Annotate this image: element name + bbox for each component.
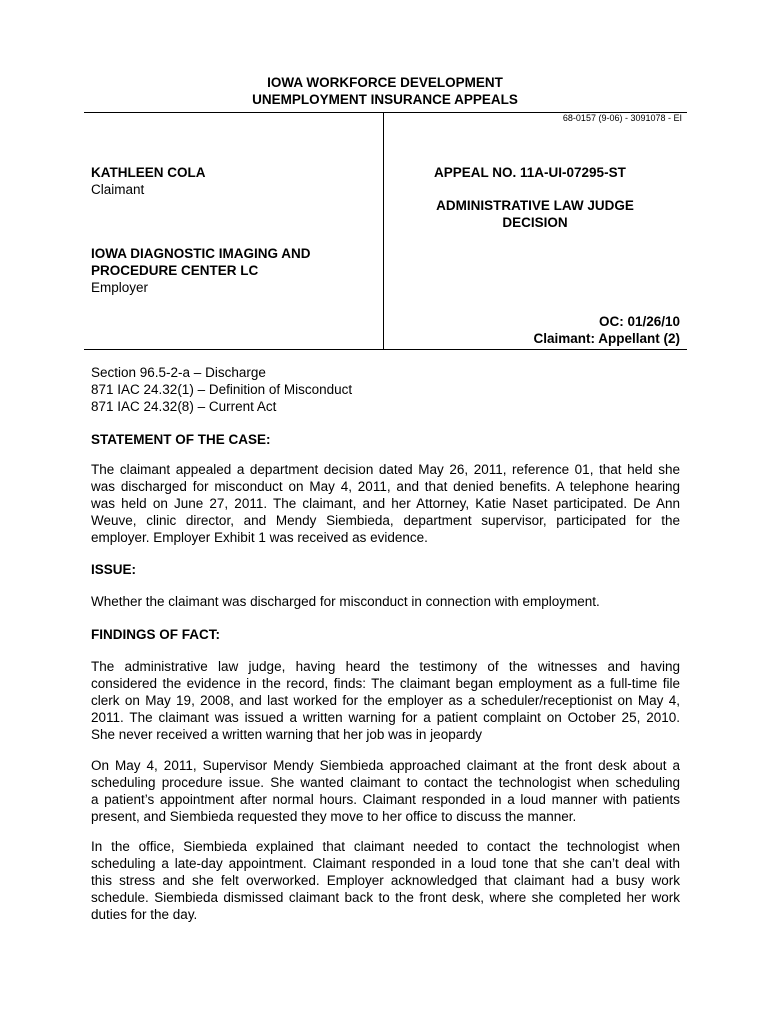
header-rule (84, 112, 687, 113)
paragraph-line: She never received a written warning that her job was in jeopardy (91, 727, 482, 742)
findings-paragraph-2 (91, 757, 680, 825)
oc-date: OC: 01/26/10 (598, 314, 680, 329)
paragraph-line: employer. Employer Exhibit 1 was received as evidence. (91, 530, 428, 545)
caption-bottom-rule (84, 349, 687, 350)
section-cited: 871 IAC 24.32(1) – Definition of Misconduct (91, 382, 353, 397)
findings-paragraph-1 (91, 658, 680, 743)
paragraph-line: was discharged for misconduct on May 4, 2011, and that denied benefits. A telephone hearing (91, 479, 680, 494)
paragraph-line: The claimant appealed a department decision dated May 26, 2011, reference 01, that held she (91, 462, 680, 477)
issue-text: Whether the claimant was discharged for misconduct in connection with employment. (91, 594, 600, 609)
section-cited: 871 IAC 24.32(8) – Current Act (91, 399, 277, 414)
paragraph-line: considered the evidence in the record, finds: The claimant began employment as a full-time file (91, 676, 680, 691)
agency-title: IOWA WORKFORCE DEVELOPMENT (267, 75, 503, 90)
paragraph-line: a patient’s appointment after normal hours. Claimant responded in a loud manner with patients (91, 792, 680, 807)
caption-divider (383, 112, 384, 349)
employer-role: Employer (91, 280, 149, 295)
decision-title-line1: ADMINISTRATIVE LAW JUDGE (436, 198, 634, 213)
paragraph-line: duties for the day. (91, 907, 198, 922)
paragraph-line: On May 4, 2011, Supervisor Mendy Siembieda approached claimant at the front desk about a (91, 758, 680, 773)
paragraph-line: 2011. The claimant was issued a written warning for a patient complaint on October 25, 2010. (91, 710, 680, 725)
statement-paragraph (91, 461, 680, 546)
paragraph-line: present, and Siembieda requested they move to her office to discuss the manner. (91, 809, 577, 824)
appeal-number: APPEAL NO. 11A-UI-07295-ST (434, 165, 626, 180)
issue-heading: ISSUE: (91, 562, 137, 577)
form-number: 68-0157 (9-06) - 3091078 - EI (562, 113, 682, 123)
paragraph-line: In the office, Siembieda explained that claimant needed to contact the technologist when (91, 839, 680, 854)
paragraph-line: clerk on May 19, 2008, and last worked for the employer as a scheduler/receptionist on May 4, (91, 693, 680, 708)
paragraph-line: this stress and she felt overworked. Employer acknowledged that claimant had a busy work (91, 873, 680, 888)
statement-heading: STATEMENT OF THE CASE: (91, 432, 271, 447)
appellant-status: Claimant: Appellant (2) (533, 331, 680, 346)
findings-heading: FINDINGS OF FACT: (91, 627, 220, 642)
claimant-role: Claimant (91, 182, 145, 197)
paragraph-line: was held on June 27, 2011. The claimant, and her Attorney, Katie Naset participated. De Ann (91, 496, 680, 511)
paragraph-line: scheduling a late-day appointment. Claimant responded in a loud tone that she can’t deal with (91, 856, 680, 871)
paragraph-line: scheduling procedure issue. She wanted claimant to contact the technologist when scheduling (91, 775, 680, 790)
findings-paragraph-3 (91, 838, 680, 923)
section-cited: Section 96.5-2-a – Discharge (91, 365, 266, 380)
claimant-name: KATHLEEN COLA (91, 165, 206, 180)
paragraph-line: Weuve, clinic director, and Mendy Siembieda, department supervisor, participated for the (91, 513, 680, 528)
employer-name-line2: PROCEDURE CENTER LC (91, 263, 259, 278)
employer-name-line1: IOWA DIAGNOSTIC IMAGING AND (91, 246, 311, 261)
paragraph-line: schedule. Siembieda dismissed claimant back to the front desk, where she completed her work (91, 890, 680, 905)
decision-title-line2: DECISION (502, 215, 568, 230)
division-title: UNEMPLOYMENT INSURANCE APPEALS (252, 92, 518, 107)
paragraph-line: The administrative law judge, having heard the testimony of the witnesses and having (91, 659, 680, 674)
